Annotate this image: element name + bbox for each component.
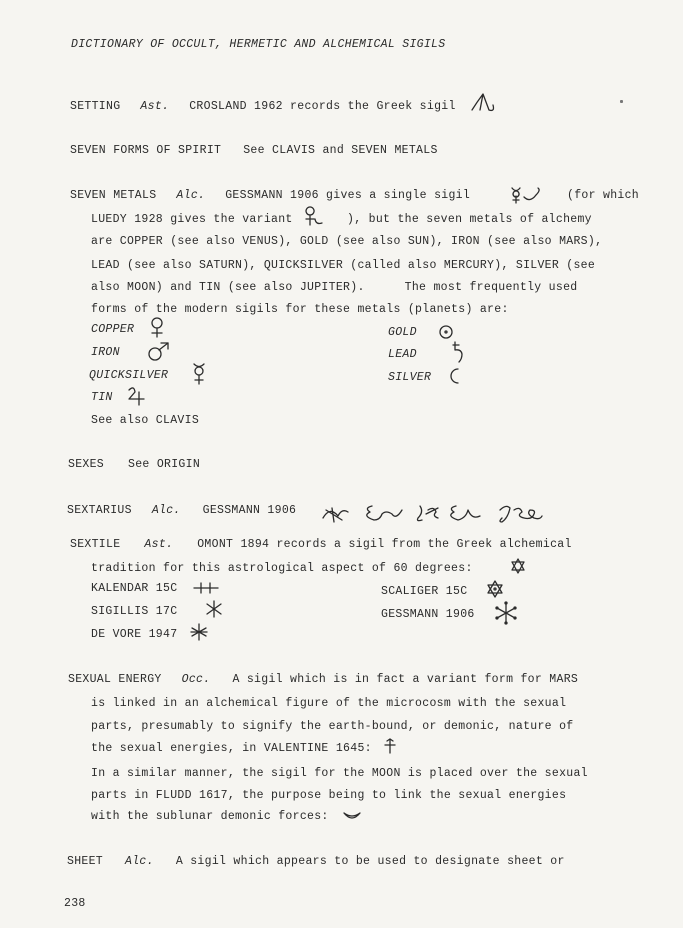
entry-text: CROSLAND 1962 records the Greek sigil — [189, 100, 456, 114]
headword: SEVEN METALS — [70, 189, 157, 202]
entry-text: A sigil which is in fact a variant form for MARS — [232, 673, 579, 686]
entry-seven-metals — [70, 189, 470, 203]
entry-sexes — [68, 458, 200, 472]
entry-sextile — [70, 538, 572, 552]
sextile-source: KALENDAR 15C — [91, 582, 178, 595]
sextile-source: GESSMANN 1906 — [381, 608, 475, 621]
headword: SEXTARIUS — [67, 504, 132, 517]
luedy-variant-sigil-icon — [302, 205, 330, 227]
text-line — [91, 742, 397, 756]
entry-text: OMONT 1894 records a sigil from the Greek alchemical — [197, 538, 572, 551]
see-also-line: See also CLAVIS — [91, 414, 200, 427]
headword: SEVEN FORMS OF SPIRIT — [70, 144, 222, 157]
entry-text: A sigil which appears to be used to designate sheet or — [175, 855, 565, 868]
entry-text: See CLAVIS and SEVEN METALS — [243, 144, 438, 157]
sigillis-asterisk-icon — [205, 600, 223, 618]
text-line: parts, presumably to signify the earth-bound, or demonic, nature of — [91, 720, 574, 733]
omont-star-icon — [510, 558, 526, 574]
metal-tin: TIN — [91, 391, 113, 404]
moon-silver-icon — [446, 366, 466, 386]
mercury-quicksilver-icon — [190, 362, 208, 386]
metal-iron: IRON — [91, 346, 120, 359]
valentine-mars-variant-icon — [383, 738, 397, 754]
category-tag: Alc. — [125, 855, 154, 868]
entry-sexual-energy — [68, 673, 578, 687]
kalendar-sigil-icon — [193, 581, 219, 595]
category-tag: Occ. — [181, 673, 211, 686]
entry-text: GESSMANN 1906 gives a single sigil — [225, 189, 471, 202]
metal-lead: LEAD — [388, 348, 417, 361]
category-tag: Alc. — [151, 504, 181, 517]
setting-sigil-icon — [469, 90, 501, 116]
headword: SEXUAL ENERGY — [68, 673, 162, 686]
devore-asterisk-icon — [190, 623, 208, 641]
running-header: DICTIONARY OF OCCULT, HERMETIC AND ALCHEMICAL SIGILS — [71, 38, 446, 51]
headword: SETTING — [70, 100, 121, 114]
category-tag: Ast. — [144, 538, 174, 551]
entry-text: GESSMANN 1906 — [202, 504, 297, 517]
jupiter-tin-icon — [126, 384, 148, 406]
sextile-source: DE VORE 1947 — [91, 628, 178, 641]
saturn-lead-icon — [451, 340, 467, 364]
text-span: LUEDY 1928 gives the variant — [91, 213, 293, 227]
text-span: The most frequently used — [404, 281, 578, 294]
category-tag: Alc. — [176, 189, 206, 202]
metal-copper: COPPER — [91, 323, 135, 336]
mars-iron-icon — [146, 341, 172, 363]
scaliger-star-icon — [486, 580, 504, 598]
text-line — [91, 281, 577, 295]
text-span: with the sublunar demonic forces: — [91, 810, 329, 824]
metal-silver: SILVER — [388, 371, 432, 384]
headword: SEXES — [68, 458, 105, 471]
venus-copper-icon — [147, 316, 167, 338]
fludd-moon-icon — [342, 810, 362, 822]
metal-quicksilver: QUICKSILVER — [89, 369, 169, 382]
sun-gold-icon — [437, 323, 455, 341]
text-line: tradition for this astrological aspect of 60 degrees: — [91, 562, 473, 575]
text-span: ), but the seven metals of alchemy — [347, 213, 592, 227]
headword: SEXTILE — [70, 538, 121, 551]
sextile-source: SCALIGER 15C — [381, 585, 468, 598]
entry-sheet — [67, 855, 565, 869]
sextarius-sigils-icon — [320, 498, 550, 528]
text-line: LEAD (see also SATURN), QUICKSILVER (called also MERCURY), SILVER (see — [91, 259, 596, 272]
entry-setting — [70, 96, 501, 116]
text-line: (for which — [567, 189, 640, 202]
entry-text: See ORIGIN — [128, 458, 201, 471]
metal-gold: GOLD — [388, 326, 417, 339]
text-line — [91, 211, 592, 227]
text-line — [91, 810, 362, 824]
text-span: also MOON) and TIN (see also JUPITER). — [91, 281, 365, 294]
page-number: 238 — [64, 897, 86, 910]
category-tag: Ast. — [140, 100, 170, 114]
entry-seven-forms — [70, 144, 438, 158]
text-line: parts in FLUDD 1617, the purpose being to link the sexual energies — [91, 789, 567, 802]
text-line: are COPPER (see also VENUS), GOLD (see also SUN), IRON (see also MARS), — [91, 235, 603, 248]
text-line: In a similar manner, the sigil for the MOON is placed over the sexual — [91, 767, 588, 780]
text-line: is linked in an alchemical figure of the microcosm with the sexual — [91, 697, 567, 710]
text-span: the sexual energies, in VALENTINE 1645: — [91, 742, 372, 756]
headword: SHEET — [67, 855, 104, 868]
gessmann-sextile-icon — [494, 601, 518, 625]
sextile-source: SIGILLIS 17C — [91, 605, 178, 618]
entry-sextarius — [67, 504, 296, 518]
text-line: forms of the modern sigils for these metals (planets) are: — [91, 303, 509, 316]
gessmann-metals-sigil-icon — [508, 185, 548, 207]
